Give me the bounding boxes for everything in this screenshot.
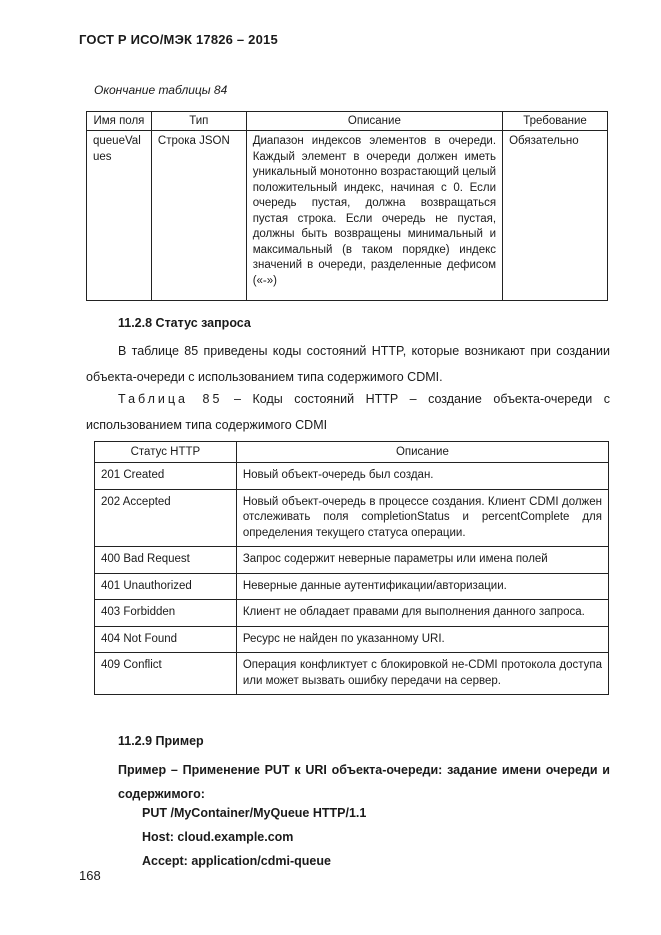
column-header: Требование (503, 112, 608, 131)
description-cell: Запрос содержит неверные параметры или имена полей (236, 547, 608, 574)
table-row (95, 626, 609, 653)
caption-label: Таблица 85 (118, 392, 223, 406)
table-header-row (95, 442, 609, 463)
column-header: Описание (246, 112, 502, 131)
requirement-cell: Обязательно (503, 131, 608, 301)
column-header: Описание (236, 442, 608, 463)
paragraph (86, 338, 610, 390)
page-number: 168 (79, 868, 101, 883)
status-cell: 201 Created (95, 463, 237, 490)
example-text: Пример – Применение PUT к URI объекта-очереди: задание имени очереди и содержимого: (118, 763, 610, 801)
table-85-caption (86, 386, 610, 438)
table-row (95, 463, 609, 490)
field-name-cell: queueValues (87, 131, 152, 301)
column-header: Статус HTTP (95, 442, 237, 463)
code-line: Host: cloud.example.com (142, 830, 294, 844)
table-84-caption: Окончание таблицы 84 (94, 83, 228, 97)
table-row (95, 573, 609, 600)
status-cell: 409 Conflict (95, 653, 237, 695)
status-cell: 400 Bad Request (95, 547, 237, 574)
status-cell: 202 Accepted (95, 489, 237, 547)
table-85 (94, 441, 609, 695)
table-row (95, 489, 609, 547)
column-header: Тип (151, 112, 246, 131)
table-row (87, 131, 608, 301)
status-cell: 401 Unauthorized (95, 573, 237, 600)
table-row (95, 600, 609, 627)
section-title: 11.2.8 Статус запроса (118, 316, 251, 330)
description-cell: Новый объект-очередь был создан. (236, 463, 608, 490)
description-cell: Неверные данные аутентификации/авторизации. (236, 573, 608, 600)
table-row (95, 547, 609, 574)
description-cell: Операция конфликтует с блокировкой не-CDMI протокола доступа или может вызвать ошибку передачи на сервер. (236, 653, 608, 695)
table-row (95, 653, 609, 695)
code-line: Accept: application/cdmi-queue (142, 854, 331, 868)
table-84 (86, 111, 608, 301)
type-cell: Строка JSON (151, 131, 246, 301)
caption-text: – Коды состояний HTTP – создание объекта-очереди с использованием типа содержимого CDMI (86, 392, 610, 432)
status-cell: 404 Not Found (95, 626, 237, 653)
paragraph-text: В таблице 85 приведены коды состояний HTTP, которые возникают при создании объекта-очереди с использованием типа содержимого CDMI. (86, 344, 610, 384)
document-header: ГОСТ Р ИСО/МЭК 17826 – 2015 (79, 32, 278, 47)
column-header: Имя поля (87, 112, 152, 131)
table-header-row (87, 112, 608, 131)
section-title: 11.2.9 Пример (118, 734, 204, 748)
status-cell: 403 Forbidden (95, 600, 237, 627)
description-cell: Ресурс не найден по указанному URI. (236, 626, 608, 653)
description-cell: Клиент не обладает правами для выполнения данного запроса. (236, 600, 608, 627)
code-line: PUT /MyContainer/MyQueue HTTP/1.1 (142, 806, 367, 820)
description-cell: Новый объект-очередь в процессе создания. Клиент CDMI должен отслеживать поля completionStatus и percentComplete для определения текущего статуса операции. (236, 489, 608, 547)
description-cell: Диапазон индексов элементов в очереди. Каждый элемент в очереди должен иметь уникальный монотонно возрастающий целый положительный индекс, начиная с 0. Если очередь пустая, должна возвращаться пустая строка. Если очередь не пустая, должны быть возвращены минимальный и максимальный (в таком порядке) индекс значений в очереди, разделенные дефисом («-») (246, 131, 502, 301)
